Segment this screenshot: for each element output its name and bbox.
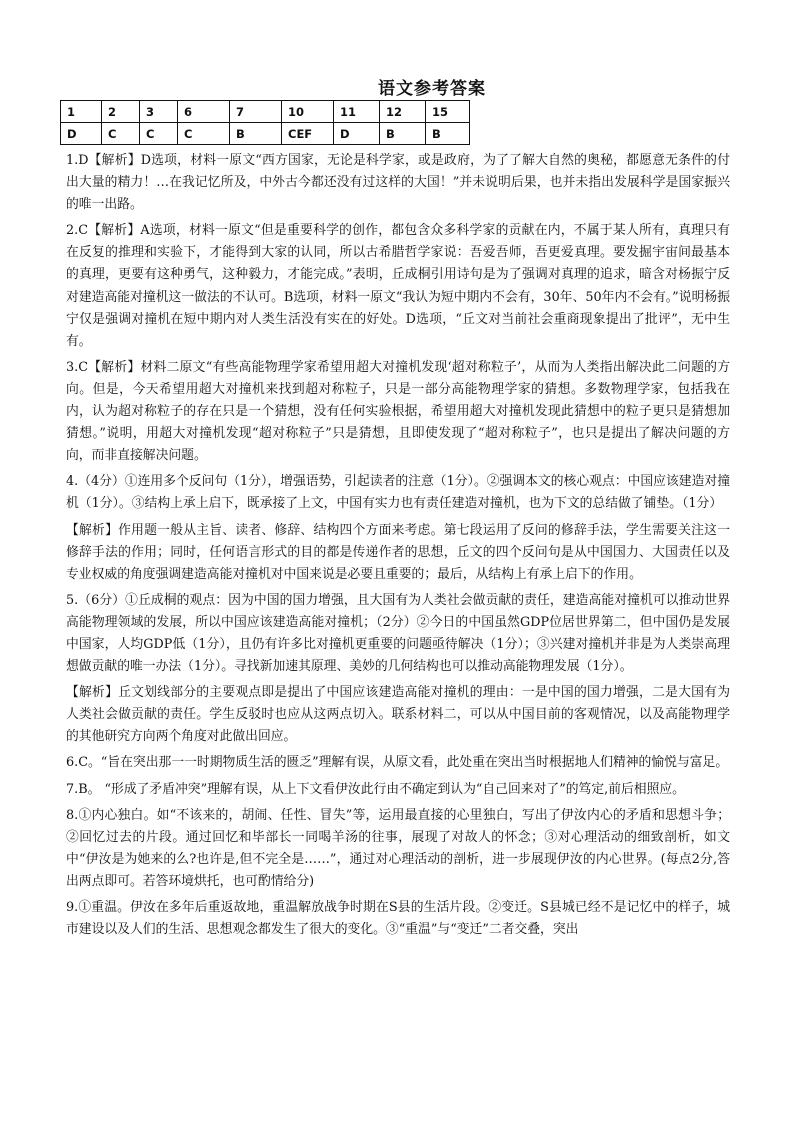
question-number-cell: 11 bbox=[334, 101, 380, 123]
page-title: 语文参考答案 bbox=[378, 79, 486, 99]
answer-paragraph-q3: 3.C【解析】材料二原文“有些高能物理学家希望用超大对撞机发现‘超对称粒子’，从而为人类指出解决此二问题的方向。但是，今天希望用超大对撞机来找到超对称粒子，只是一部分高能物理学家的猜想。多数物理学家，包括我在内，认为超对称粒子的存在只是一个猜想，没有任何实验根据，希望用超大对撞机发现此猜想中的粒子更只是猜想加猜想。”说明，用超大对撞机发现“超对称粒子”只是猜想，且即使发现了“超对称粒子”，也只是提出了解决问题的方向，而非直接解决问题。 bbox=[66, 359, 730, 464]
answer-paragraph-q1: 1.D【解析】D选项，材料一原文“西方国家，无论是科学家，或是政府，为了了解大自然的奥秘，都愿意无条件的付出大量的精力！…在我记忆所及，中外古今都还没有过这样的大国！”并未说明后果，也并未指出发展科学是国家振兴的唯一出路。 bbox=[66, 153, 730, 213]
answer-paragraph-q9: 9.①重温。伊汝在多年后重返故地，重温解放战争时期在S县的生活片段。②变迁。S县城已经不是记忆中的样子，城市建设以及人们的生活、思想观念都发生了很大的变化。③“重温”与“变迁”二者交叠，突出 bbox=[66, 900, 730, 938]
question-number-row bbox=[61, 101, 470, 123]
answer-cell: B bbox=[380, 123, 426, 145]
answer-cell: D bbox=[334, 123, 380, 145]
answer-cell: B bbox=[426, 123, 470, 145]
question-number-cell: 2 bbox=[102, 101, 140, 123]
answer-table bbox=[60, 100, 470, 145]
question-number-cell: 3 bbox=[140, 101, 178, 123]
answer-cell: C bbox=[140, 123, 178, 145]
answer-cell: C bbox=[102, 123, 140, 145]
question-number-cell: 15 bbox=[426, 101, 470, 123]
answer-paragraph-q8: 8.①内心独白。如“不该来的，胡闹、任性、冒失”等，运用最直接的心里独白，写出了伊汝内心的矛盾和思想斗争；②回忆过去的片段。通过回忆和毕部长一同喝羊汤的往事，展现了对故人的怀念；③对心理活动的细致剖析，如文中“伊汝是为她来的么?也许是,但不完全是……”，通过对心理活动的剖析，进一步展现伊汝的内心世界。(每点2分,答出两点即可。若答环境烘托，也可酌情给分) bbox=[66, 807, 730, 889]
answer-explanations bbox=[66, 150, 730, 945]
answer-cell: D bbox=[61, 123, 102, 145]
question-number-cell: 7 bbox=[230, 101, 282, 123]
answer-paragraph-q7: 7.B。 “形成了矛盾冲突”理解有误，从上下文看伊汝此行由不确定到认为“自己回来对了”的笃定,前后相照应。 bbox=[66, 781, 685, 797]
analysis-paragraph-q4: 【解析】作用题一般从主旨、读者、修辞、结构四个方面来考虑。第七段运用了反问的修辞手法，学生需要关注这一修辞手法的作用；同时，任何语言形式的目的都是传递作者的思想，丘文的四个反问句是从中国国力、大国责任以及专业权威的角度强调建造高能对撞机对中国来说是必要且重要的；最后，从结构上有承上启下的作用。 bbox=[66, 522, 730, 582]
answer-cell: B bbox=[230, 123, 282, 145]
answer-paragraph-q4: 4.（4分）①连用多个反问句（1分），增强语势，引起读者的注意（1分）。②强调本文的核心观点：中国应该建造对撞机（1分）。③结构上承上启下，既承接了上文，中国有实力也有责任建造对撞机，也为下文的总结做了铺垫。（1分） bbox=[66, 474, 730, 512]
answer-paragraph-q2: 2.C【解析】A选项，材料一原文“但是重要科学的创作，都包含众多科学家的贡献在内，不属于某人所有，真理只有在反复的推理和实验下，才能得到大家的认同，所以古希腊哲学家说：吾爱吾师，吾更爱真理。要发掘宇宙间最基本的真理，更要有这种勇气，这种毅力，才能完成。”表明，丘成桐引用诗句是为了强调对真理的追求，暗含对杨振宁反对建造高能对撞机这一做法的不认可。B选项，材料一原文“我认为短中期内不会有，30年、50年内不会有。”说明杨振宁仅是强调对撞机在短中期内对人类生活没有实在的好处。D选项，“丘文对当前社会重商现象提出了批评”，无中生有。 bbox=[66, 223, 730, 349]
question-number-cell: 6 bbox=[178, 101, 230, 123]
answer-cell: C bbox=[178, 123, 230, 145]
analysis-paragraph-q5: 【解析】丘文划线部分的主要观点即是提出了中国应该建造高能对撞机的理由：一是中国的国力增强，二是大国有为人类社会做贡献的责任。学生反驳时也应从这两点切入。联系材料二，可以从中国目前的客观情况，以及高能物理学的其他研究方向两个角度对此做出回应。 bbox=[66, 685, 730, 745]
answer-row bbox=[61, 123, 470, 145]
question-number-cell: 12 bbox=[380, 101, 426, 123]
answer-paragraph-q6: 6.C。“旨在突出那一一时期物质生活的匮乏”理解有误，从原文看，此处重在突出当时根据地人们精神的愉悦与富足。 bbox=[66, 755, 729, 771]
answer-paragraph-q5: 5.（6分）①丘成桐的观点：因为中国的国力增强，且大国有为人类社会做贡献的责任，建造高能对撞机可以推动世界高能物理领域的发展，所以中国应该建造高能对撞机；（2分）②今日的中国虽然GDP位居世界第二，但中国仍是发展中国家，人均GDP低（1分），且仍有许多比对撞机更重要的问题亟待解决（1分）；③兴建对撞机并非是为人类崇高理想做贡献的唯一办法（1分）。寻找新加速其原理、美妙的几何结构也可以推动高能物理发展（1分）。 bbox=[66, 592, 730, 675]
answer-cell: CEF bbox=[282, 123, 334, 145]
question-number-cell: 1 bbox=[61, 101, 102, 123]
question-number-cell: 10 bbox=[282, 101, 334, 123]
